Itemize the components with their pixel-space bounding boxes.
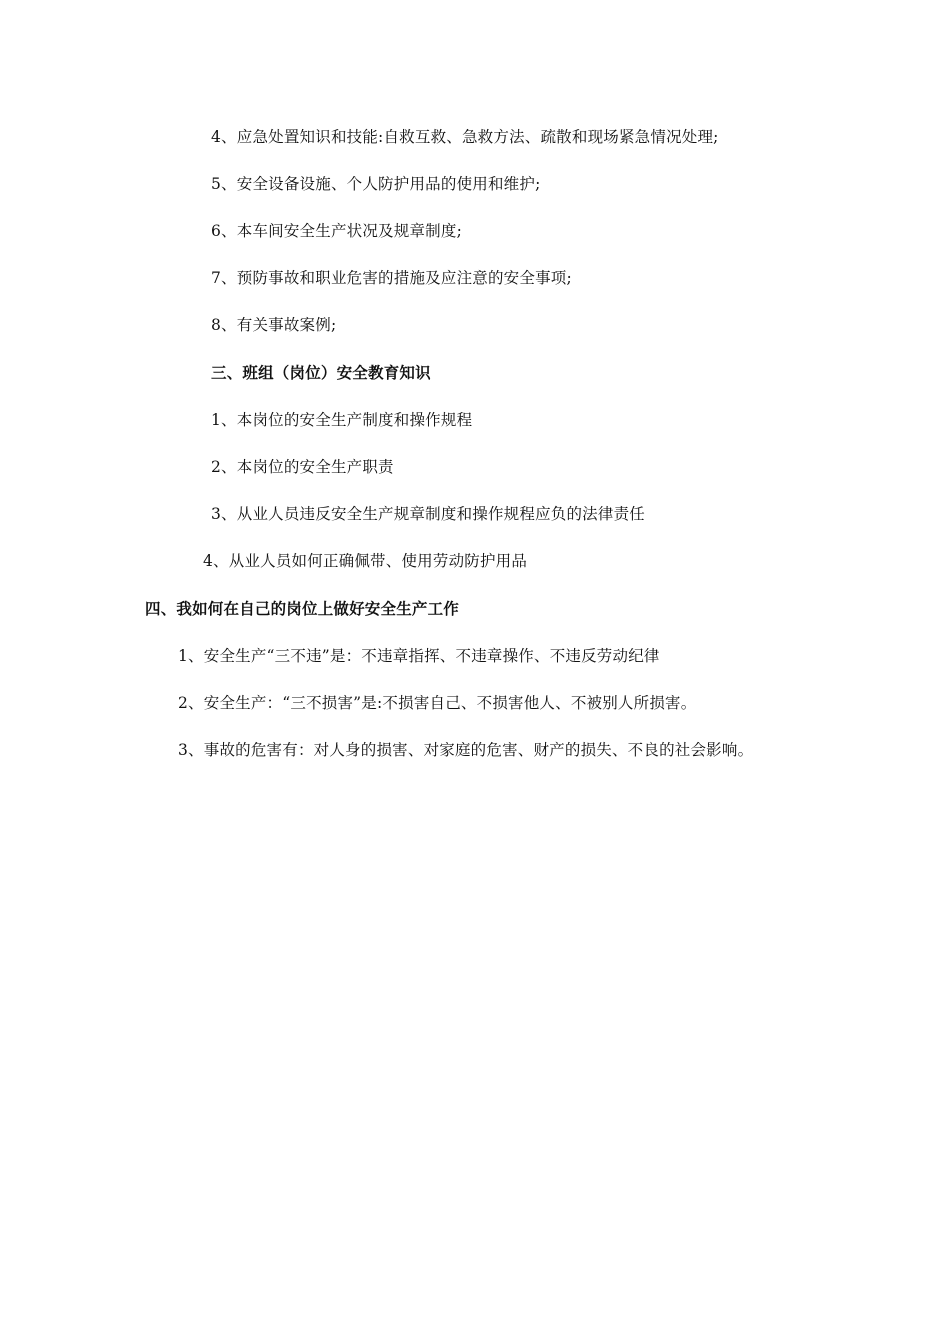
list-item: 4、从业人员如何正确佩带、使用劳动防护用品 [203,552,528,570]
section-heading: 三、班组（岗位）安全教育知识 [211,364,431,382]
list-item: 4、应急处置知识和技能:自救互救、急救方法、疏散和现场紧急情况处理; [211,128,719,146]
list-item: 3、从业人员违反安全生产规章制度和操作规程应负的法律责任 [211,505,645,523]
section-heading: 四、我如何在自己的岗位上做好安全生产工作 [145,600,460,618]
list-item: 3、事故的危害有：对人身的损害、对家庭的危害、财产的损失、不良的社会影响。 [178,741,754,759]
list-item: 8、有关事故案例; [211,316,337,334]
list-item: 5、安全设备设施、个人防护用品的使用和维护; [211,175,541,193]
list-item: 2、本岗位的安全生产职责 [211,458,394,476]
list-item: 1、本岗位的安全生产制度和操作规程 [211,411,473,429]
list-item: 6、本车间安全生产状况及规章制度; [211,222,462,240]
list-item: 2、安全生产：“三不损害”是:不损害自己、不损害他人、不被别人所损害。 [178,694,697,712]
list-item: 1、安全生产“三不违”是：不违章指挥、不违章操作、不违反劳动纪律 [178,647,660,665]
list-item: 7、预防事故和职业危害的措施及应注意的安全事项; [211,269,572,287]
